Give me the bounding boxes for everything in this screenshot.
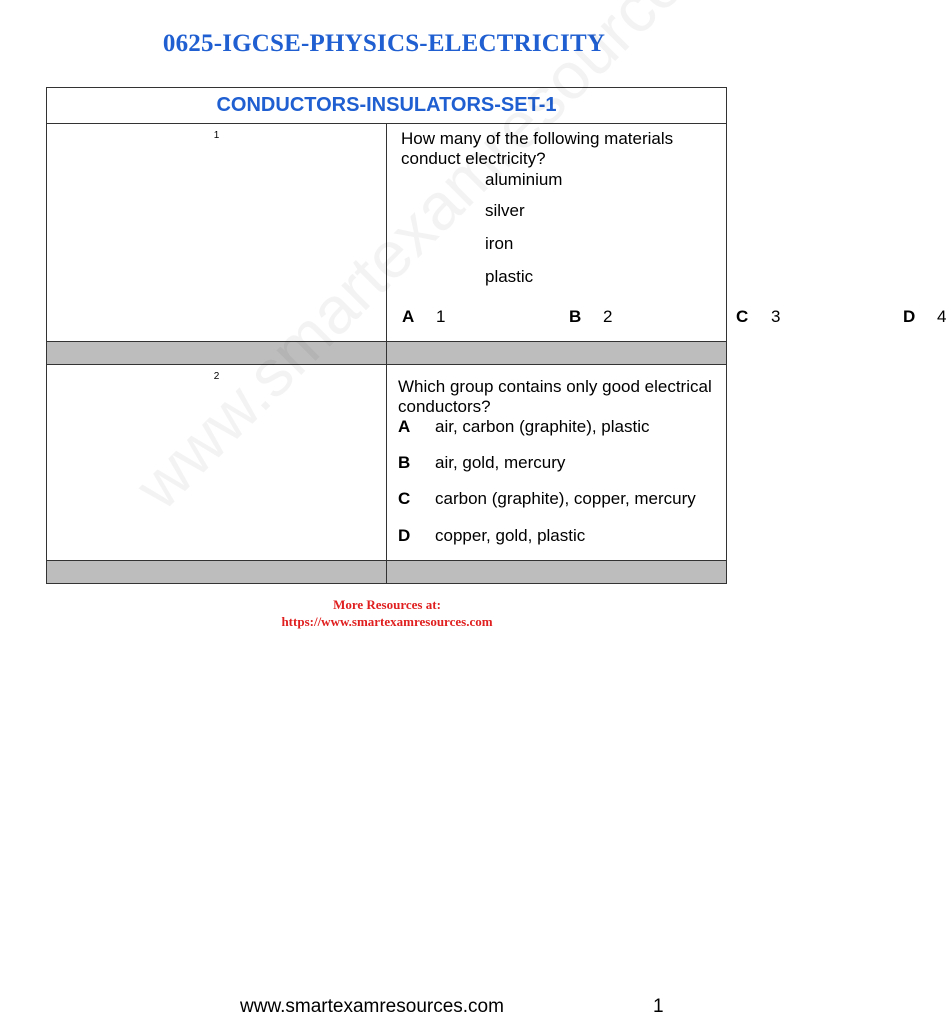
option-value: 3: [771, 307, 781, 326]
question-number-cell: [47, 365, 387, 561]
option-value: air, gold, mercury: [435, 453, 566, 472]
option-value: carbon (graphite), copper, mercury: [435, 489, 696, 508]
material-item: iron: [485, 234, 514, 253]
separator-row: [47, 561, 727, 584]
material-item: plastic: [485, 267, 534, 286]
question-number: 1: [213, 130, 220, 141]
resources-label: More Resources at:: [333, 597, 441, 612]
separator-cell: [387, 342, 727, 365]
option-letter: D: [398, 526, 411, 545]
question-body: [387, 124, 946, 342]
option-letter: A: [402, 307, 415, 326]
question-number-cell: [47, 124, 387, 342]
separator-row: [47, 342, 727, 365]
document-title: 0625-IGCSE-PHYSICS-ELECTRICITY: [162, 30, 606, 57]
question-text: How many of the following materials conduct electricity?: [401, 129, 674, 168]
option-value: 1: [436, 307, 446, 326]
option-letter: A: [398, 417, 411, 436]
option-letter: C: [736, 307, 749, 326]
page-number: 1: [653, 996, 664, 1017]
option-value: 4: [937, 307, 946, 326]
option-letter: B: [398, 453, 411, 472]
option-letter: D: [903, 307, 916, 326]
question-table: [46, 87, 946, 584]
option-value: air, carbon (graphite), plastic: [435, 417, 650, 436]
question-row: [47, 365, 727, 561]
separator-cell: [47, 342, 387, 365]
separator-cell: [387, 561, 727, 584]
option-value: copper, gold, plastic: [435, 526, 586, 545]
question-row: [47, 124, 727, 342]
option-letter: B: [569, 307, 582, 326]
resources-link[interactable]: https://www.smartexamresources.com: [281, 614, 493, 629]
question-body: [387, 365, 727, 561]
resources-note: [0, 596, 774, 630]
option-letter: C: [398, 489, 411, 508]
material-item: silver: [485, 201, 525, 220]
footer-url[interactable]: www.smartexamresources.com: [240, 996, 504, 1017]
question-number: 2: [213, 371, 220, 382]
material-item: aluminium: [485, 170, 563, 189]
set-title: CONDUCTORS-INSULATORS-SET-1: [47, 88, 727, 124]
separator-cell: [47, 561, 387, 584]
option-value: 2: [603, 307, 613, 326]
question-text: Which group contains only good electrical conductors?: [398, 377, 712, 416]
